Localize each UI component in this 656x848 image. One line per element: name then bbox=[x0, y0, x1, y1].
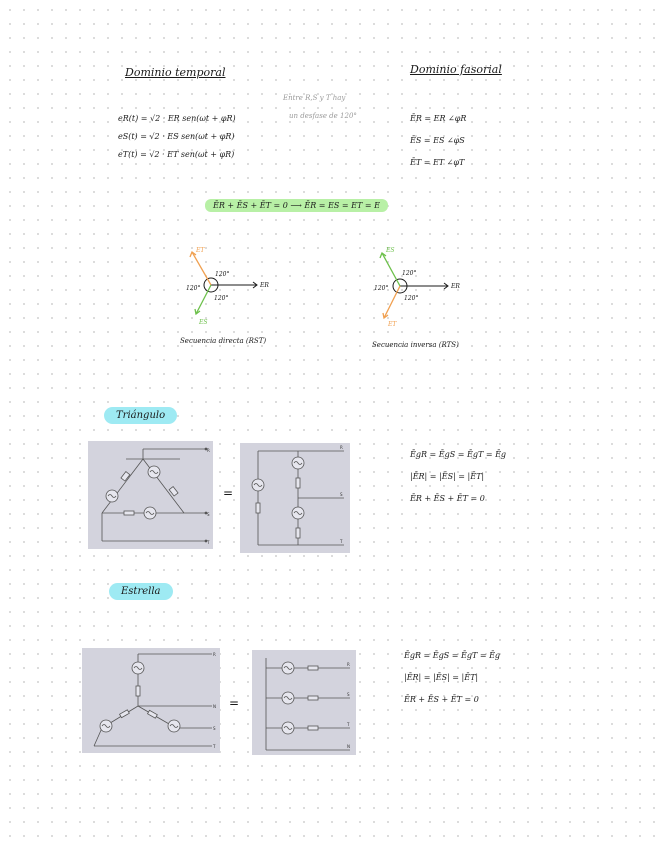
heading-phasor-domain: Dominio fasorial bbox=[410, 63, 502, 76]
angle-label-3: 120° bbox=[404, 295, 419, 302]
phasor-eq-T: ĒT = ET ∠φT bbox=[410, 158, 465, 167]
note-line-2: un desfase de 120° bbox=[289, 112, 357, 120]
triangle-eq-3: ĒR + ĒS + ĒT = 0 bbox=[410, 494, 485, 503]
phasor-label-T: ET bbox=[388, 321, 397, 328]
triangle-circuit-equivalent bbox=[240, 443, 350, 553]
phasor-label-R: ER bbox=[260, 282, 269, 289]
angle-label-1: 120° bbox=[215, 271, 230, 278]
terminal-T: T bbox=[340, 539, 343, 544]
phasor-eq-S: ĒS = ES ∠φS bbox=[410, 136, 465, 145]
terminal-R: R bbox=[340, 445, 343, 450]
caption-direct-sequence: Secuencia directa (RST) bbox=[180, 337, 267, 345]
star-eq-3: ĒR + ĒS + ĒT = 0 bbox=[404, 695, 479, 704]
balance-equation: ĒR + ĒS + ĒT = 0 ⟶ ĒR = ES = ET = E bbox=[205, 199, 388, 212]
triangle-circuit-delta bbox=[88, 441, 213, 549]
time-equations bbox=[118, 110, 236, 164]
angle-label-3: 120° bbox=[214, 295, 229, 302]
equation-eT: eT(t) = √2 · ET sen(ωt + φR) bbox=[118, 150, 235, 159]
phasor-diagram-direct bbox=[170, 240, 290, 335]
phasor-diagram-inverse bbox=[360, 240, 480, 335]
phasor-equations bbox=[410, 108, 466, 174]
star-eq-2: |ĒR| = |ĒS| = |ĒT| bbox=[404, 673, 479, 682]
star-eq-1: ĒgR = ĒgS = ĒgT = Ēg bbox=[404, 651, 501, 660]
triangle-eq-1: ĒgR = ĒgS = ĒgT = Ēg bbox=[410, 450, 507, 459]
terminal-N: N bbox=[347, 744, 350, 749]
star-circuit-wye bbox=[82, 648, 220, 753]
terminal-S: S bbox=[340, 492, 343, 497]
phase-note bbox=[283, 89, 357, 125]
star-circuit-equivalent bbox=[252, 650, 356, 755]
triangle-eq-2: |ĒR| = |ĒS| = |ĒT| bbox=[410, 472, 485, 481]
terminal-R: R bbox=[213, 652, 216, 657]
terminal-R: R bbox=[207, 448, 210, 453]
equation-eS: eS(t) = √2 · ES sen(ωt + φR) bbox=[118, 132, 235, 141]
phasor-label-S: ES bbox=[199, 319, 208, 326]
phasor-label-R: ER bbox=[451, 283, 460, 290]
terminal-S: S bbox=[207, 512, 210, 517]
angle-label-1: 120° bbox=[402, 270, 417, 277]
triangle-equations bbox=[410, 444, 506, 510]
terminal-S: S bbox=[213, 726, 216, 731]
equals-sign-star: = bbox=[229, 696, 240, 710]
phasor-label-T: ET bbox=[196, 247, 205, 254]
phasor-label-S: ES bbox=[386, 247, 395, 254]
terminal-T: T bbox=[207, 540, 210, 545]
terminal-T: T bbox=[213, 744, 216, 749]
equals-sign-triangle: = bbox=[223, 486, 234, 500]
heading-time-domain: Dominio temporal bbox=[125, 66, 226, 79]
section-title-star: Estrella bbox=[109, 583, 173, 600]
phasor-eq-R: ĒR = ER ∠φR bbox=[410, 114, 467, 123]
terminal-S: S bbox=[347, 692, 350, 697]
angle-label-2: 120° bbox=[186, 285, 201, 292]
note-line-1: Entre R,S y T hay bbox=[283, 94, 346, 102]
angle-label-2: 120° bbox=[374, 285, 389, 292]
caption-inverse-sequence: Secuencia inversa (RTS) bbox=[372, 341, 459, 349]
star-equations bbox=[404, 645, 500, 711]
section-title-triangle: Triángulo bbox=[104, 407, 177, 424]
equation-eR: eR(t) = √2 · ER sen(ωt + φR) bbox=[118, 114, 236, 123]
terminal-T: T bbox=[347, 722, 350, 727]
terminal-N: N bbox=[213, 704, 216, 709]
terminal-R: R bbox=[347, 662, 350, 667]
